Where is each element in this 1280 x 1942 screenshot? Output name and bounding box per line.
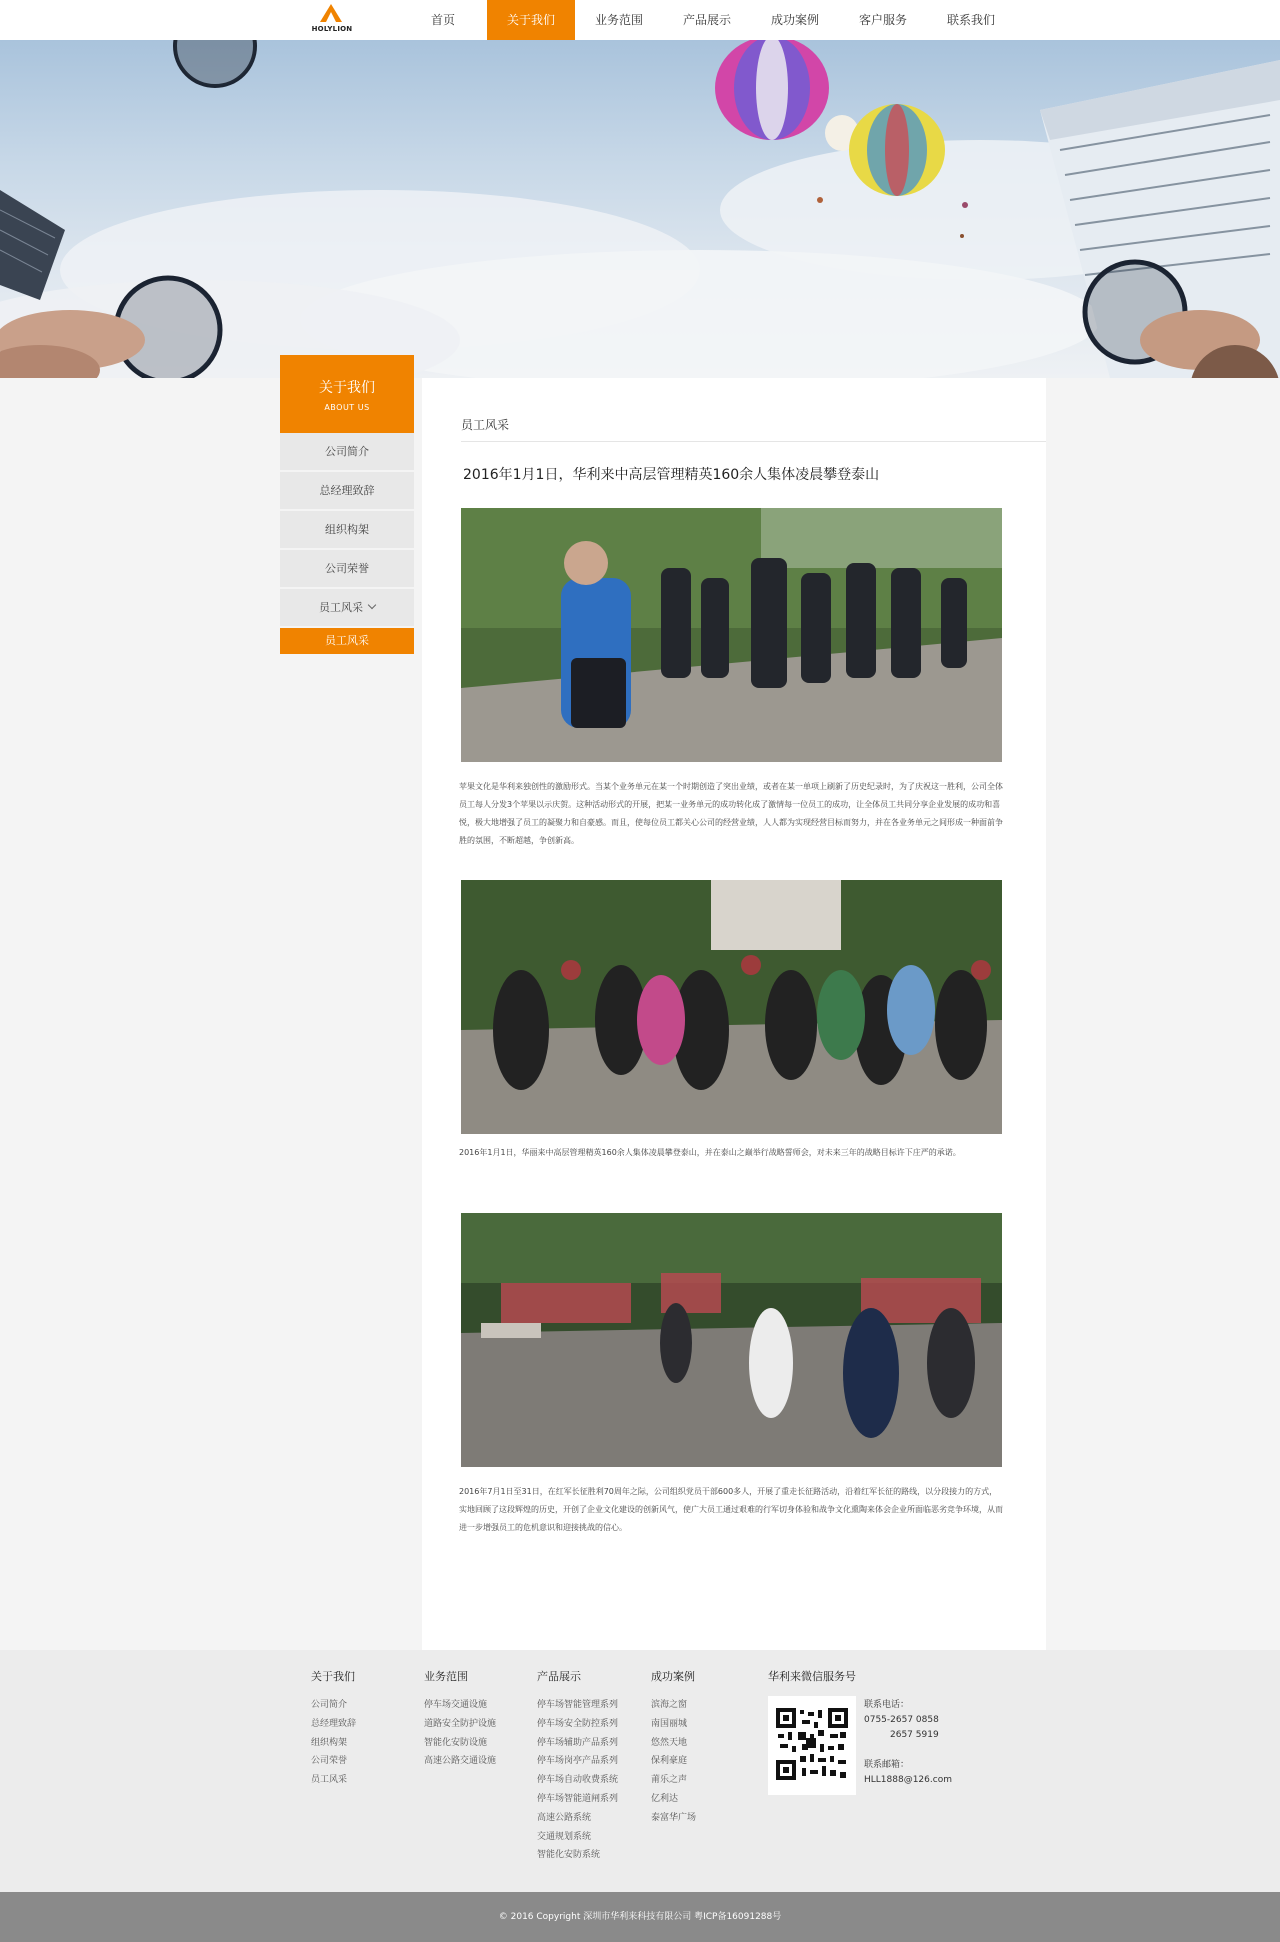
nav-business[interactable]: 业务范围: [594, 13, 643, 27]
footer-link[interactable]: 悠然天地: [651, 1737, 688, 1748]
footer-link[interactable]: 道路安全防护设施: [424, 1718, 497, 1729]
sidebar-item-label: 公司荣誉: [325, 562, 369, 575]
footer-link[interactable]: 停车场智能道闸系列: [537, 1793, 619, 1804]
nav-cases[interactable]: 成功案例: [770, 13, 819, 27]
footer-link[interactable]: 交通规划系统: [537, 1831, 592, 1842]
company-logo[interactable]: [308, 0, 356, 40]
phone-label: 联系电话：: [864, 1700, 910, 1710]
logo-text: HOLYLION: [311, 25, 353, 33]
nav-products[interactable]: 产品展示: [682, 13, 731, 27]
sidebar-item-label: 员工风采: [319, 601, 363, 614]
footer-link[interactable]: 总经理致辞: [311, 1718, 357, 1729]
sidebar-item-gm-speech[interactable]: [280, 472, 414, 510]
main-nav: [399, 0, 1015, 40]
article-photo: [461, 880, 1002, 1134]
footer-column-title: 业务范围: [424, 1670, 468, 1683]
sidebar-item-label: 公司简介: [325, 445, 369, 458]
footer-link[interactable]: 停车场辅助产品系列: [537, 1737, 619, 1748]
site-footer: [0, 1650, 1280, 1892]
photo-courtyard-run: [461, 1213, 1002, 1467]
footer-column-about: [311, 1668, 356, 1790]
sidebar-subitem-staff[interactable]: 员工风采: [280, 628, 414, 654]
chevron-down-icon: [368, 601, 376, 609]
sidebar-item-company-intro[interactable]: [280, 433, 414, 471]
banner-illustration: [0, 40, 1280, 378]
sidebar: [280, 355, 414, 654]
site-header: [0, 0, 1280, 40]
sidebar-menu: [280, 433, 414, 654]
sidebar-item-org-structure[interactable]: [280, 511, 414, 549]
footer-link[interactable]: 员工风采: [311, 1775, 348, 1786]
footer-link[interactable]: 南国丽城: [651, 1718, 688, 1729]
footer-link[interactable]: 莆乐之声: [651, 1775, 688, 1786]
nav-about[interactable]: 关于我们: [487, 0, 575, 40]
photo-climbers: [461, 508, 1002, 762]
article-photo: [461, 508, 1002, 762]
hero-banner: [0, 40, 1280, 378]
article-paragraph: 苹果文化是华利来独创性的激励形式。当某个业务单元在某一个时期创造了突出业绩，或者在某一单项上刷新了历史纪录时，为了庆祝这一胜利，公司全体员工每人分发3个苹果以示庆贺。这种活动形式的开展，把某一业务单元的成功转化成了激情每一位员工的成功，让全体员工共同分享企业发展的成功和喜悦，极大地增强了员工的凝聚力和自豪感。而且，使每位员工都关心公司的经营业绩，人人都为实现经营目标而努力，并在各业务单元之间形成一种面前争胜的氛围，不断超越，争创新高。: [459, 782, 1003, 845]
footer-link[interactable]: 保利豪庭: [651, 1756, 688, 1767]
email-address[interactable]: HLL1888@126.com: [864, 1775, 952, 1785]
footer-column-products: [537, 1668, 618, 1865]
copyright-bar: © 2016 Copyright 深圳市华利来科技有限公司 粤ICP备16091288号: [0, 1892, 1280, 1942]
qr-code-icon: [776, 1708, 848, 1780]
footer-link[interactable]: 高速公路系统: [537, 1812, 592, 1823]
footer-link[interactable]: 停车场智能管理系列: [537, 1700, 619, 1710]
article-title: 2016年1月1日，华利来中高层管理精英160余人集体凌晨攀登泰山: [463, 467, 880, 483]
footer-link[interactable]: 滨海之窗: [651, 1700, 688, 1710]
main-content: [422, 378, 1046, 1650]
footer-link[interactable]: 公司荣誉: [311, 1756, 348, 1767]
footer-link[interactable]: 停车场交通设施: [424, 1700, 488, 1710]
article-photo: [461, 1213, 1002, 1467]
sidebar-item-label: 总经理致辞: [319, 484, 375, 497]
wechat-title: 华利来微信服务号: [768, 1670, 856, 1683]
footer-link[interactable]: 停车场自动收费系统: [537, 1775, 619, 1786]
phone-number: 0755-2657 0858: [864, 1715, 939, 1725]
wechat-qr-code: [768, 1696, 856, 1795]
sidebar-item-staff[interactable]: [280, 589, 414, 627]
article-paragraph: 2016年1月1日，华丽来中高层管理精英160余人集体凌晨攀登泰山，并在泰山之巅举行战略誓师会，对未来三年的战略目标许下庄严的承诺。: [459, 1148, 961, 1157]
footer-link[interactable]: 高速公路交通设施: [424, 1756, 497, 1767]
email-label: 联系邮箱：: [864, 1760, 910, 1770]
nav-contact[interactable]: 联系我们: [946, 13, 995, 27]
article-paragraph: 2016年7月1日至31日，在红军长征胜利70周年之际，公司组织党员干部600多人，开展了重走长征路活动，沿着红军长征的路线，以分段接力的方式，实地回顾了这段辉煌的历史，开创了企业文化建设的创新风气，使广大员工通过艰难的行军切身体验和战争文化熏陶来体会企业所面临恶劣竞争环境，从而进一步增强员工的危机意识和迎接挑战的信心。: [459, 1487, 1003, 1532]
footer-link[interactable]: 停车场岗亭产品系列: [537, 1756, 619, 1767]
footer-link[interactable]: 智能化安防系统: [537, 1850, 601, 1861]
footer-column-business: [424, 1668, 496, 1771]
footer-link[interactable]: 停车场安全防控系列: [537, 1718, 619, 1729]
nav-service[interactable]: 客户服务: [858, 13, 907, 27]
logo-triangle-icon: [320, 4, 342, 22]
footer-link[interactable]: 亿利达: [651, 1793, 679, 1804]
nav-home[interactable]: 首页: [430, 13, 455, 27]
sidebar-item-label: 组织构架: [325, 523, 369, 536]
sidebar-title: 关于我们: [319, 380, 375, 396]
footer-column-title: 成功案例: [651, 1670, 695, 1683]
photo-crowd-running: [461, 880, 1002, 1134]
contact-info: [864, 1698, 952, 1788]
footer-link[interactable]: 组织构架: [311, 1737, 348, 1748]
footer-link[interactable]: 公司简介: [311, 1700, 348, 1710]
footer-column-title: 产品展示: [537, 1670, 581, 1683]
footer-link[interactable]: 泰富华广场: [651, 1812, 697, 1823]
sidebar-header: [280, 355, 414, 433]
sidebar-item-honors[interactable]: [280, 550, 414, 588]
sidebar-subtitle: ABOUT US: [324, 403, 370, 412]
footer-column-cases: [651, 1668, 696, 1828]
footer-column-title: 关于我们: [311, 1670, 355, 1683]
footer-link[interactable]: 智能化安防设施: [424, 1737, 488, 1748]
divider: [461, 441, 1046, 442]
section-heading: 员工风采: [461, 418, 510, 432]
phone-number: 2657 5919: [890, 1730, 939, 1740]
